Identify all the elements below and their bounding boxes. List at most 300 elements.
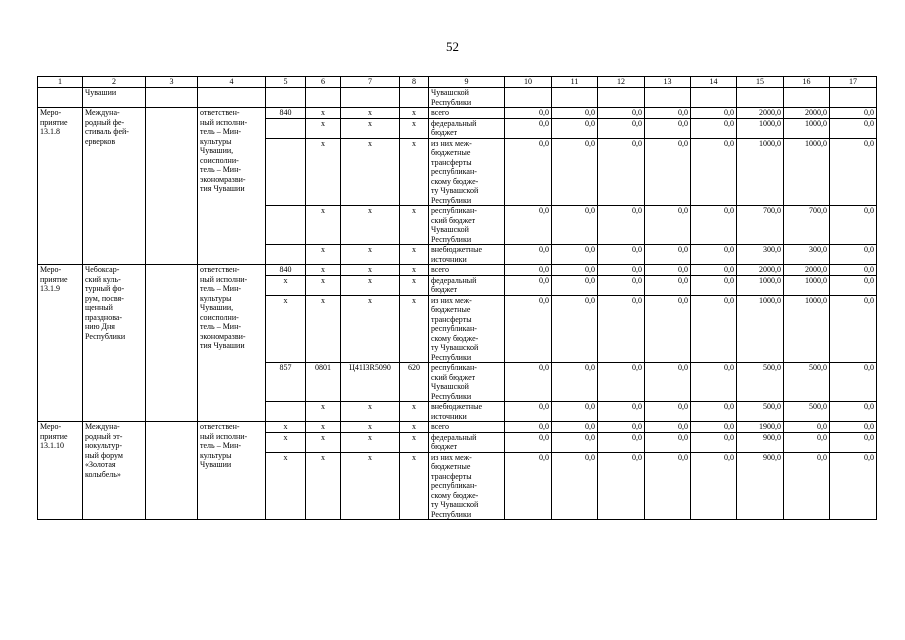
amount-cell: 0,0 <box>645 245 691 265</box>
amount-cell: 0,0 <box>691 432 737 452</box>
amount-cell: 700,0 <box>737 206 784 245</box>
text-line: внебюджетные <box>431 245 482 254</box>
amount-cell: 0,0 <box>505 432 552 452</box>
amount-cell: 0,0 <box>505 118 552 138</box>
text-line: колыбель» <box>85 469 121 479</box>
text-line: соисполни- <box>200 312 239 322</box>
text-line: Междуна- <box>85 422 120 431</box>
text-line: бюджетные <box>431 462 471 471</box>
amount-cell: 500,0 <box>737 363 784 402</box>
amount-cell: 0,0 <box>505 363 552 402</box>
text-line: Чебоксар- <box>85 265 120 274</box>
page-number: 52 <box>446 39 459 54</box>
code-vr: х <box>400 452 429 520</box>
text-line: приятие <box>40 274 68 284</box>
column-number-header: 7 <box>341 77 400 88</box>
amount-cell: 0,0 <box>830 363 877 402</box>
text-line: ный форум <box>85 450 123 460</box>
text-line: Республики <box>85 331 126 341</box>
code-csr: х <box>341 402 400 422</box>
funding-source <box>429 402 505 422</box>
text-line: родный фе- <box>85 117 125 127</box>
code-vr: х <box>400 108 429 119</box>
measure-name <box>83 108 146 265</box>
amount-cell: 2000,0 <box>784 265 830 276</box>
code-rz-pr: х <box>306 452 341 520</box>
code-csr: х <box>341 138 400 206</box>
amount-cell: 0,0 <box>645 363 691 402</box>
column-number-header: 2 <box>83 77 146 88</box>
budget-table <box>37 76 877 520</box>
amount-cell: 1900,0 <box>737 422 784 433</box>
amount-cell: 0,0 <box>645 138 691 206</box>
amount-cell: 0,0 <box>505 108 552 119</box>
code-grbs <box>266 206 306 245</box>
amount-cell: 0,0 <box>552 108 598 119</box>
measure-number <box>38 108 83 265</box>
code-grbs <box>266 245 306 265</box>
amount-cell: 0,0 <box>645 108 691 119</box>
code-csr: х <box>341 432 400 452</box>
amount-cell: 0,0 <box>830 275 877 295</box>
cell-col-16 <box>784 88 830 108</box>
amount-cell: 1000,0 <box>737 138 784 206</box>
amount-cell: 0,0 <box>645 432 691 452</box>
text-line: ответствен- <box>200 265 240 274</box>
amount-cell: 0,0 <box>598 452 645 520</box>
amount-cell: 0,0 <box>598 138 645 206</box>
code-grbs: 857 <box>266 363 306 402</box>
cell-col-5 <box>266 88 306 108</box>
code-vr: х <box>400 118 429 138</box>
text-line: Чувашии, <box>200 146 234 155</box>
amount-cell: 0,0 <box>598 118 645 138</box>
cell-col-1 <box>38 88 83 108</box>
amount-cell: 2000,0 <box>784 108 830 119</box>
text-line: республикан- <box>431 324 477 333</box>
text-line: 13.1.10 <box>40 441 64 450</box>
text-line: рум, посвя- <box>85 293 124 303</box>
text-line: трансферты <box>431 471 472 481</box>
code-rz-pr: х <box>306 265 341 276</box>
amount-cell: 0,0 <box>552 422 598 433</box>
amount-cell: 0,0 <box>645 275 691 295</box>
code-vr: х <box>400 138 429 206</box>
text-line: приятие <box>40 431 68 441</box>
code-grbs: х <box>266 275 306 295</box>
text-line: федеральный <box>431 118 477 128</box>
code-rz-pr: х <box>306 402 341 422</box>
text-line: родный эт- <box>85 431 123 441</box>
text-line: экономразви- <box>200 174 246 184</box>
cell-col-10 <box>505 88 552 108</box>
text-line: бюджетные <box>431 148 471 157</box>
amount-cell: 0,0 <box>691 275 737 295</box>
code-grbs: 840 <box>266 265 306 276</box>
cell-col-9 <box>429 88 505 108</box>
amount-cell: 0,0 <box>691 108 737 119</box>
amount-cell: 0,0 <box>645 402 691 422</box>
table-row <box>38 265 877 276</box>
text-line: культуры <box>200 450 232 460</box>
text-line: всего <box>431 265 450 274</box>
amount-cell: 0,0 <box>784 452 830 520</box>
code-rz-pr: х <box>306 118 341 138</box>
text-line: нокультур- <box>85 441 123 450</box>
code-grbs <box>266 402 306 422</box>
amount-cell: 0,0 <box>784 432 830 452</box>
text-line: празднова- <box>85 312 123 322</box>
table-row <box>38 422 877 433</box>
text-line: соисполни- <box>200 155 239 165</box>
text-line: трансферты <box>431 314 472 324</box>
text-line: Чувашской <box>431 382 469 391</box>
text-line: «Золотая <box>85 460 116 469</box>
cell-col-4 <box>198 88 266 108</box>
column-number-header: 11 <box>552 77 598 88</box>
funding-source <box>429 295 505 363</box>
text-line: Чувашии <box>85 88 117 97</box>
code-csr: х <box>341 422 400 433</box>
code-rz-pr: х <box>306 206 341 245</box>
amount-cell: 0,0 <box>830 402 877 422</box>
amount-cell: 1000,0 <box>737 118 784 138</box>
text-line: ский бюджет <box>431 215 476 225</box>
text-line: ный исполни- <box>200 431 248 441</box>
text-line: федеральный <box>431 275 477 285</box>
amount-cell: 0,0 <box>830 422 877 433</box>
amount-cell: 1000,0 <box>784 275 830 295</box>
text-line: ный исполни- <box>200 117 248 127</box>
code-rz-pr: х <box>306 275 341 295</box>
amount-cell: 0,0 <box>645 118 691 138</box>
text-line: всего <box>431 108 450 117</box>
amount-cell: 0,0 <box>784 422 830 433</box>
text-line: ерверков <box>85 136 116 146</box>
text-line: тия Чувашии <box>200 184 245 193</box>
amount-cell: 0,0 <box>645 206 691 245</box>
code-vr: х <box>400 265 429 276</box>
code-grbs: х <box>266 295 306 363</box>
funding-source <box>429 245 505 265</box>
cell-col-11 <box>552 88 598 108</box>
text-line: турный фо- <box>85 284 125 293</box>
cell-col-17 <box>830 88 877 108</box>
column-number-header: 8 <box>400 77 429 88</box>
text-line: ответствен- <box>200 108 240 117</box>
amount-cell: 0,0 <box>505 265 552 276</box>
code-vr: х <box>400 245 429 265</box>
amount-cell: 700,0 <box>784 206 830 245</box>
funding-source <box>429 422 505 433</box>
amount-cell: 0,0 <box>691 245 737 265</box>
text-line: стиваль фей- <box>85 127 129 136</box>
cell-col-14 <box>691 88 737 108</box>
amount-cell: 0,0 <box>505 452 552 520</box>
amount-cell: 0,0 <box>505 245 552 265</box>
text-line: бюджет <box>431 442 458 451</box>
cell-col-8 <box>400 88 429 108</box>
text-line: республикан- <box>431 363 477 372</box>
amount-cell: 0,0 <box>505 138 552 206</box>
text-line: тель – Мин- <box>200 165 242 174</box>
funding-source <box>429 432 505 452</box>
text-line: Республики <box>431 195 472 205</box>
column-number-header: 13 <box>645 77 691 88</box>
code-vr: 620 <box>400 363 429 402</box>
text-line: экономразви- <box>200 331 246 341</box>
column-number-header: 4 <box>198 77 266 88</box>
cell-col-15 <box>737 88 784 108</box>
text-line: республикан- <box>431 481 477 490</box>
amount-cell: 0,0 <box>830 295 877 363</box>
amount-cell: 1000,0 <box>737 295 784 363</box>
funding-source <box>429 275 505 295</box>
funding-source <box>429 265 505 276</box>
responsible-executor <box>198 265 266 422</box>
amount-cell: 1000,0 <box>737 275 784 295</box>
text-line: скому бюдже- <box>431 333 479 343</box>
text-line: Чувашской <box>431 225 469 234</box>
text-line: приятие <box>40 117 68 127</box>
code-rz-pr: х <box>306 422 341 433</box>
code-grbs: х <box>266 432 306 452</box>
column-number-header: 12 <box>598 77 645 88</box>
amount-cell: 0,0 <box>505 295 552 363</box>
amount-cell: 0,0 <box>830 118 877 138</box>
column-number-header: 15 <box>737 77 784 88</box>
amount-cell: 0,0 <box>691 206 737 245</box>
amount-cell: 0,0 <box>552 138 598 206</box>
amount-cell: 1000,0 <box>784 138 830 206</box>
text-line: трансферты <box>431 157 472 167</box>
amount-cell: 0,0 <box>691 118 737 138</box>
text-line: Республики <box>431 352 472 362</box>
column-number-header: 10 <box>505 77 552 88</box>
text-line: Республики <box>431 509 472 519</box>
text-line: тия Чувашии <box>200 341 245 350</box>
amount-cell: 0,0 <box>552 118 598 138</box>
responsible-executor <box>198 108 266 265</box>
amount-cell: 0,0 <box>830 452 877 520</box>
text-line: Чувашской <box>431 88 469 97</box>
amount-cell: 0,0 <box>552 402 598 422</box>
amount-cell: 300,0 <box>737 245 784 265</box>
text-line: Республики <box>431 97 472 107</box>
text-line: Республики <box>431 234 472 244</box>
amount-cell: 0,0 <box>598 275 645 295</box>
amount-cell: 0,0 <box>830 265 877 276</box>
text-line: ский бюджет <box>431 372 476 382</box>
funding-source <box>429 452 505 520</box>
text-line: щенный <box>85 303 113 312</box>
text-line: Междуна- <box>85 108 120 117</box>
text-line: из них меж- <box>431 452 472 462</box>
measure-name <box>83 265 146 422</box>
amount-cell: 0,0 <box>552 275 598 295</box>
amount-cell: 1000,0 <box>784 118 830 138</box>
code-grbs <box>266 118 306 138</box>
code-rz-pr: 0801 <box>306 363 341 402</box>
amount-cell: 0,0 <box>505 422 552 433</box>
column-number-header: 1 <box>38 77 83 88</box>
column-number-header: 3 <box>146 77 198 88</box>
text-line: нию Дня <box>85 322 115 331</box>
amount-cell: 0,0 <box>552 206 598 245</box>
text-line: Чувашии, <box>200 303 234 312</box>
code-csr: х <box>341 206 400 245</box>
text-line: культуры <box>200 136 232 146</box>
code-grbs: 840 <box>266 108 306 119</box>
text-line: Меро- <box>40 422 62 431</box>
text-line: ный исполни- <box>200 274 248 284</box>
text-line: 13.1.8 <box>40 127 60 136</box>
funding-source <box>429 206 505 245</box>
code-csr: х <box>341 118 400 138</box>
amount-cell: 0,0 <box>830 432 877 452</box>
code-grbs <box>266 138 306 206</box>
code-csr: х <box>341 265 400 276</box>
amount-cell: 1000,0 <box>784 295 830 363</box>
funding-source <box>429 363 505 402</box>
code-csr: Ц41I3R5090 <box>341 363 400 402</box>
text-line: бюджет <box>431 285 458 294</box>
text-line: скому бюдже- <box>431 176 479 186</box>
amount-cell: 500,0 <box>737 402 784 422</box>
code-rz-pr: х <box>306 108 341 119</box>
amount-cell: 500,0 <box>784 402 830 422</box>
code-rz-pr: х <box>306 138 341 206</box>
amount-cell: 0,0 <box>598 245 645 265</box>
text-line: внебюджетные <box>431 402 482 411</box>
column-number-header: 5 <box>266 77 306 88</box>
text-line: бюджетные <box>431 305 471 314</box>
amount-cell: 2000,0 <box>737 265 784 276</box>
continuation-row <box>38 88 877 108</box>
column-number-header: 9 <box>429 77 505 88</box>
code-csr: х <box>341 295 400 363</box>
amount-cell: 0,0 <box>830 245 877 265</box>
cell-col-12 <box>598 88 645 108</box>
text-line: Меро- <box>40 108 62 117</box>
text-line: тель – Мин- <box>200 441 242 450</box>
text-line: республикан- <box>431 206 477 215</box>
amount-cell: 0,0 <box>505 206 552 245</box>
amount-cell: 0,0 <box>691 422 737 433</box>
table-body <box>38 77 877 520</box>
amount-cell: 0,0 <box>505 275 552 295</box>
amount-cell: 900,0 <box>737 452 784 520</box>
code-csr: х <box>341 245 400 265</box>
amount-cell: 300,0 <box>784 245 830 265</box>
amount-cell: 0,0 <box>552 295 598 363</box>
amount-cell: 0,0 <box>830 108 877 119</box>
amount-cell: 0,0 <box>691 452 737 520</box>
code-rz-pr: х <box>306 295 341 363</box>
text-line: тель – Мин- <box>200 322 242 331</box>
amount-cell: 0,0 <box>645 452 691 520</box>
cell-col-6 <box>306 88 341 108</box>
code-vr: х <box>400 432 429 452</box>
amount-cell: 0,0 <box>598 108 645 119</box>
amount-cell: 0,0 <box>691 265 737 276</box>
amount-cell: 0,0 <box>598 295 645 363</box>
text-line: ту Чувашской <box>431 500 479 509</box>
measure-number <box>38 265 83 422</box>
amount-cell: 0,0 <box>598 422 645 433</box>
code-vr: х <box>400 402 429 422</box>
cell-col-3 <box>146 422 198 520</box>
amount-cell: 500,0 <box>784 363 830 402</box>
responsible-executor <box>198 422 266 520</box>
amount-cell: 0,0 <box>645 265 691 276</box>
cell-col-2 <box>83 88 146 108</box>
text-line: ту Чувашской <box>431 343 479 352</box>
text-line: 13.1.9 <box>40 284 60 293</box>
column-number-row <box>38 77 877 88</box>
cell-col-3 <box>146 88 198 108</box>
code-vr: х <box>400 275 429 295</box>
code-vr: х <box>400 206 429 245</box>
text-line: республикан- <box>431 167 477 176</box>
amount-cell: 0,0 <box>691 295 737 363</box>
text-line: тель – Мин- <box>200 127 242 136</box>
amount-cell: 0,0 <box>691 363 737 402</box>
code-vr: х <box>400 295 429 363</box>
amount-cell: 0,0 <box>691 138 737 206</box>
column-number-header: 17 <box>830 77 877 88</box>
code-rz-pr: х <box>306 432 341 452</box>
amount-cell: 0,0 <box>552 452 598 520</box>
table-row <box>38 108 877 119</box>
text-line: бюджет <box>431 128 458 137</box>
code-grbs: х <box>266 452 306 520</box>
amount-cell: 0,0 <box>645 422 691 433</box>
cell-col-3 <box>146 108 198 265</box>
text-line: культуры <box>200 293 232 303</box>
code-rz-pr: х <box>306 245 341 265</box>
amount-cell: 0,0 <box>691 402 737 422</box>
column-number-header: 14 <box>691 77 737 88</box>
cell-col-13 <box>645 88 691 108</box>
text-line: ту Чувашской <box>431 186 479 195</box>
text-line: ответствен- <box>200 422 240 431</box>
amount-cell: 0,0 <box>552 265 598 276</box>
text-line: источники <box>431 411 467 421</box>
amount-cell: 0,0 <box>552 363 598 402</box>
text-line: федеральный <box>431 432 477 442</box>
amount-cell: 0,0 <box>830 206 877 245</box>
measure-name <box>83 422 146 520</box>
amount-cell: 0,0 <box>598 363 645 402</box>
code-csr: х <box>341 275 400 295</box>
amount-cell: 0,0 <box>552 245 598 265</box>
text-line: из них меж- <box>431 138 472 148</box>
measure-number <box>38 422 83 520</box>
amount-cell: 0,0 <box>598 402 645 422</box>
column-number-header: 6 <box>306 77 341 88</box>
text-line: ский куль- <box>85 274 121 284</box>
cell-col-3 <box>146 265 198 422</box>
text-line: источники <box>431 254 467 264</box>
text-line: Чувашии <box>200 460 232 469</box>
text-line: тель – Мин- <box>200 284 242 293</box>
amount-cell: 0,0 <box>505 402 552 422</box>
funding-source <box>429 118 505 138</box>
funding-source <box>429 138 505 206</box>
amount-cell: 0,0 <box>552 432 598 452</box>
code-vr: х <box>400 422 429 433</box>
